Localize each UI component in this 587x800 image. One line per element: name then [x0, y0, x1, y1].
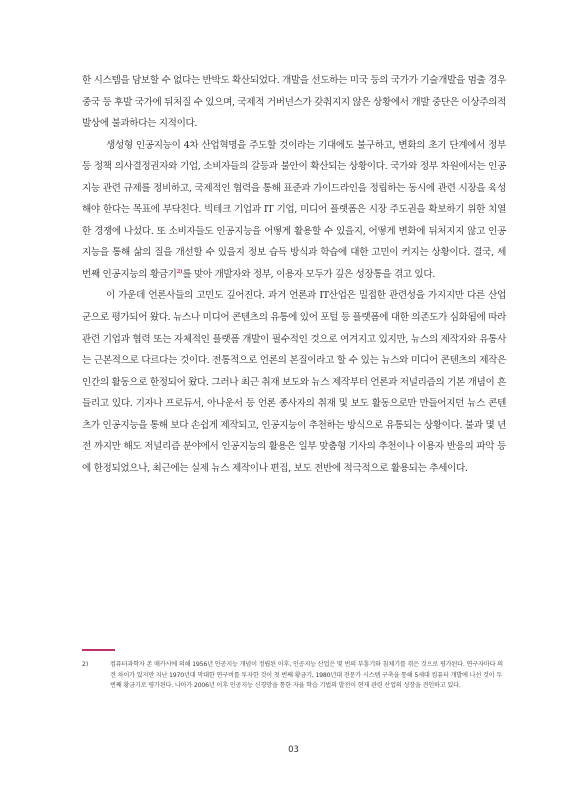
page-number: 03 — [288, 745, 299, 755]
footnote-reference[interactable]: 2) — [176, 268, 183, 275]
paragraph-2 — [82, 135, 506, 286]
paragraph-2-text: 생성형 인공지능이 4차 산업혁명을 주도할 것이라는 기대에도 불구하고, 변화의 초기 단계에서 정부 등 정책 의사결정권자와 기업, 소비자들의 갈등과 불안이 확산되는 상황이다. 국가와 정부 차원에서는 인공지능 관련 규제를 정비하고, 국제적인 협력을 통해 표준과 가이드라인을 정립하는 동시에 관련 시장을 육성해야 한다는 목표에 부닥친다. 빅테크 기업과 IT 기업, 미디어 플랫폼은 시장 주도권을 확보하기 위한 치열한 경쟁에 나섰다. 또 소비자들도 인공지능을 어떻게 활용할 수 있을지, 어떻게 변화에 뒤처지지 않고 인공지능을 통해 삶의 질을 개선할 수 있을지 정보 습득 방식과 학습에 대한 고민이 커지는 상황이다. 결국, 세 번째 인공지능의 황금기 — [82, 139, 506, 280]
paragraph-3 — [82, 285, 506, 479]
body-text — [82, 70, 506, 479]
footnote-number: 2) — [82, 661, 89, 668]
paragraph-2-text-continued: 를 맞아 개발자와 정부, 이용자 모두가 깊은 성장통을 겪고 있다. — [182, 268, 435, 280]
paragraph-1 — [82, 70, 506, 135]
paragraph-1-text: 한 시스템을 담보할 수 없다는 반박도 확산되었다. 개발을 선도하는 미국 등의 국가가 기술개발을 멈출 경우 중국 등 후발 국가에 뒤처질 수 있으며, 국제적 거버넌스가 갖춰지지 않은 상황에서 개발 중단은 이상주의적 발상에 불과하다는 지적이다. — [82, 75, 506, 130]
footnote-text: 컴퓨터과학자 존 매카시에 의해 1956년 인공지능 개념이 정립된 이후, 인공지능 산업은 몇 번의 부흥기와 침체기를 겪은 것으로 평가된다. 연구자마다 의견 차이가 있지만 지난 1970년대 막대한 연구비를 투자한 것이 첫 번째 황금기, 1980년대 전문가 시스템 구축을 통해 5세대 컴퓨터 개발에 나선 것이 두 번째 황금기로 평가된다. 나아가 2006년 이후 인공지능 신경망을 통한 자율 학습 기법의 발전이 현재 관련 산업의 성장을 견인하고 있다. — [110, 661, 503, 690]
footnote-divider — [82, 649, 115, 651]
paragraph-3-text: 이 가운데 언론사들의 고민도 깊어진다. 과거 언론과 IT산업은 밀접한 관련성을 가지지만 다른 산업군으로 평가되어 왔다. 뉴스나 미디어 콘텐츠의 유통에 있어 포털 등 플랫폼에 대한 의존도가 심화됨에 따라 관련 기업과 협력 또는 자체적인 플랫폼 개발이 필수적인 것으로 여겨지고 있지만, 뉴스의 제작자와 유통사는 근본적으로 다르다는 것이다. 전통적으로 언론의 본질이라고 할 수 있는 뉴스와 미디어 콘텐츠의 제작은 인간의 활동으로 한정되어 왔다. 그러나 최근 취재 보도와 뉴스 제작부터 언론과 저널리즘의 기본 개념이 흔들리고 있다. 기자나 프로듀서, 아나운서 등 언론 종사자의 취재 및 보도 활동으로만 만들어지던 뉴스 콘텐츠가 인공지능을 통해 보다 손쉽게 제작되고, 인공지능이 추천하는 방식으로 유통되는 상황이다. 불과 몇 년 전 까지만 해도 저널리즘 분야에서 인공지능의 활용은 일부 맞춤형 기사의 추천이나 이용자 반응의 파악 등에 한정되었으나, 최근에는 실제 뉴스 제작이나 편집, 보도 전반에 적극적으로 활용되는 추세이다. — [82, 290, 506, 474]
footnote — [82, 660, 506, 692]
